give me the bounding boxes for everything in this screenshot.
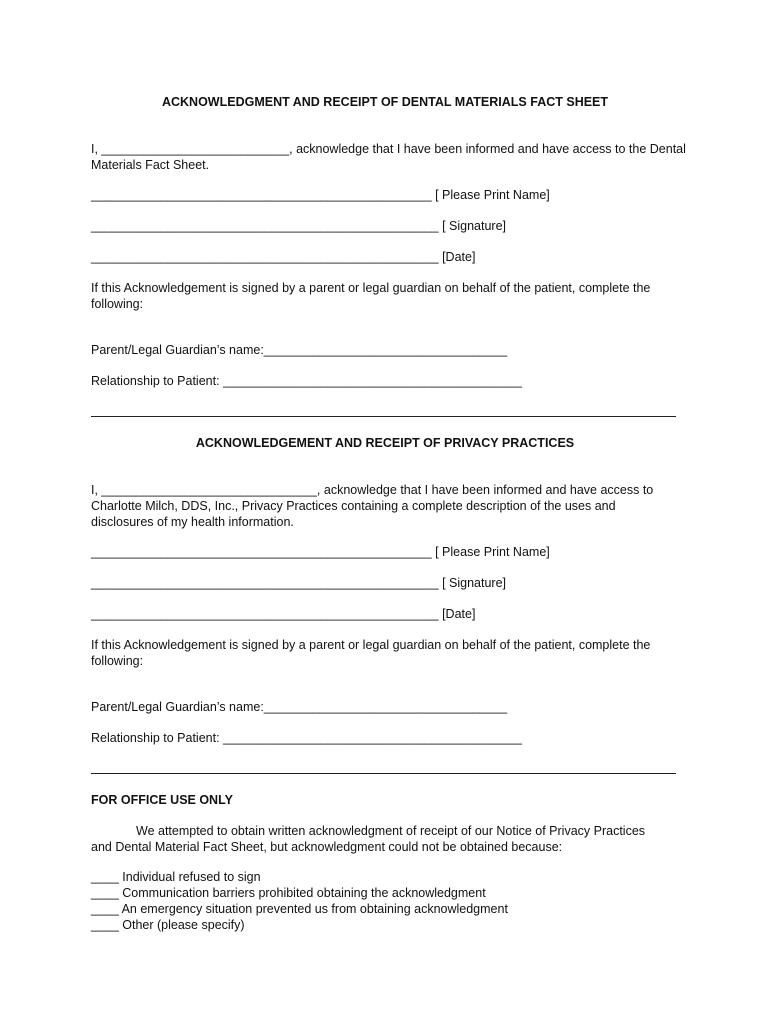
office-option-communication[interactable]: ____ Communication barriers prohibited obtaining the acknowledgment <box>91 886 486 900</box>
privacy-title: ACKNOWLEDGEMENT AND RECEIPT OF PRIVACY PRACTICES <box>195 436 575 450</box>
office-para-line2: and Dental Material Fact Sheet, but acknowledgment could not be obtained because: <box>91 840 563 854</box>
privacy-signature-field[interactable]: __________________________________________________ [ Signature] <box>91 576 506 590</box>
privacy-relationship-field[interactable]: Relationship to Patient: ___________________________________________ <box>91 731 522 745</box>
section-divider <box>91 416 676 417</box>
privacy-ack-line3: disclosures of my health information. <box>91 515 294 529</box>
dental-ack-line2: Materials Fact Sheet. <box>91 158 210 172</box>
dental-relationship-field[interactable]: Relationship to Patient: ___________________________________________ <box>91 374 522 388</box>
dental-signature-field[interactable]: __________________________________________________ [ Signature] <box>91 219 506 233</box>
dental-print-name-field[interactable]: _________________________________________________ [ Please Print Name] <box>91 188 550 202</box>
privacy-ack-line1: I, _______________________________, acknowledge that I have been informed and have access to <box>91 483 654 497</box>
dental-title: ACKNOWLEDGMENT AND RECEIPT OF DENTAL MATERIALS FACT SHEET <box>161 95 609 109</box>
office-option-emergency[interactable]: ____ An emergency situation prevented us from obtaining acknowledgment <box>91 902 508 916</box>
dental-guardian-note-line1: If this Acknowledgement is signed by a parent or legal guardian on behalf of the patient, complete the <box>91 281 651 295</box>
office-option-refused[interactable]: ____ Individual refused to sign <box>91 870 261 884</box>
privacy-print-name-field[interactable]: _________________________________________________ [ Please Print Name] <box>91 545 550 559</box>
privacy-ack-line2: Charlotte Milch, DDS, Inc., Privacy Practices containing a complete description of the uses and <box>91 499 616 513</box>
dental-ack-line1: I, ___________________________, acknowledge that I have been informed and have access to the Dental <box>91 142 686 156</box>
privacy-guardian-name-field[interactable]: Parent/Legal Guardian’s name:___________________________________ <box>91 700 508 714</box>
office-option-other[interactable]: ____ Other (please specify) <box>91 918 245 932</box>
office-para-line1: We attempted to obtain written acknowledgment of receipt of our Notice of Privacy Practices <box>136 824 646 838</box>
dental-date-field[interactable]: __________________________________________________ [Date] <box>91 250 476 264</box>
section-divider <box>91 773 676 774</box>
privacy-date-field[interactable]: __________________________________________________ [Date] <box>91 607 476 621</box>
dental-guardian-name-field[interactable]: Parent/Legal Guardian’s name:___________________________________ <box>91 343 508 357</box>
office-use-heading: FOR OFFICE USE ONLY <box>91 793 233 807</box>
privacy-guardian-note-line1: If this Acknowledgement is signed by a parent or legal guardian on behalf of the patient, complete the <box>91 638 651 652</box>
privacy-guardian-note-line2: following: <box>91 654 144 668</box>
dental-guardian-note-line2: following: <box>91 297 144 311</box>
